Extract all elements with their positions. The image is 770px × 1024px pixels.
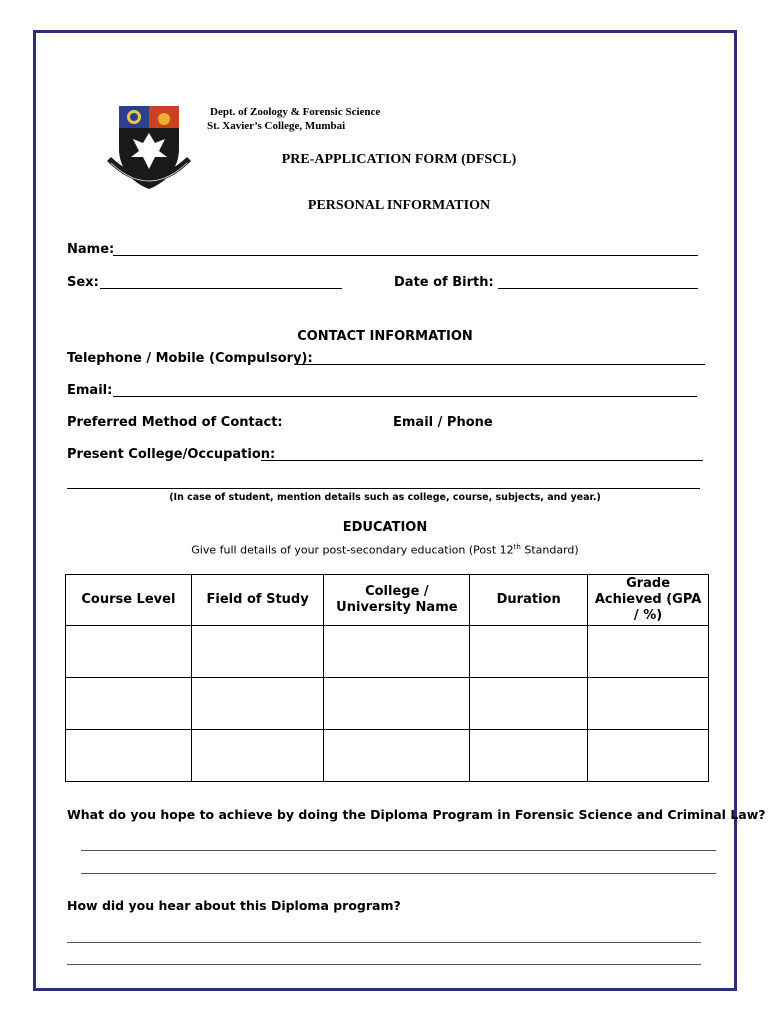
- college-occupation-label: Present College/Occupation:: [67, 447, 276, 462]
- email-field[interactable]: [113, 396, 697, 397]
- heard-answer-line-2[interactable]: [67, 964, 701, 965]
- phone-label: Telephone / Mobile (Compulsory):: [67, 351, 313, 366]
- college-occupation-field[interactable]: [261, 460, 703, 461]
- table-cell[interactable]: [66, 626, 192, 678]
- education-instruction: Give full details of your post-secondary education (Post 12th Standard): [191, 543, 579, 557]
- section-personal-heading: PERSONAL INFORMATION: [307, 198, 491, 213]
- table-cell[interactable]: [191, 678, 324, 730]
- email-label: Email:: [67, 383, 113, 398]
- dept-name: Dept. of Zoology & Forensic Science: [210, 106, 381, 118]
- table-cell[interactable]: [470, 730, 588, 782]
- goal-answer-line-1[interactable]: [81, 850, 716, 851]
- form-title: PRE-APPLICATION FORM (DFSCL): [281, 152, 517, 167]
- college-crest-logo: [103, 103, 195, 195]
- table-cell[interactable]: [470, 678, 588, 730]
- table-cell[interactable]: [66, 730, 192, 782]
- college-occupation-field-2[interactable]: [67, 488, 700, 489]
- table-cell[interactable]: [324, 678, 470, 730]
- sex-field[interactable]: [100, 288, 342, 289]
- preferred-contact-label: Preferred Method of Contact:: [67, 415, 283, 430]
- student-note: (In case of student, mention details such as college, course, subjects, and year.): [169, 492, 601, 503]
- table-row: [66, 678, 709, 730]
- table-cell[interactable]: [66, 678, 192, 730]
- dob-field[interactable]: [498, 288, 698, 289]
- preferred-contact-options[interactable]: Email / Phone: [393, 415, 493, 430]
- name-field[interactable]: [113, 255, 698, 256]
- table-cell[interactable]: [324, 626, 470, 678]
- education-header-row: [66, 575, 709, 626]
- col-duration: Duration: [470, 575, 588, 626]
- question-goal: What do you hope to achieve by doing the Diploma Program in Forensic Science and Criminal Law?: [67, 807, 766, 822]
- col-course-level: Course Level: [66, 575, 192, 626]
- table-row: [66, 730, 709, 782]
- sex-label: Sex:: [67, 275, 99, 290]
- table-row: [66, 626, 709, 678]
- education-heading: EDUCATION: [342, 520, 428, 535]
- heard-answer-line-1[interactable]: [67, 942, 701, 943]
- table-cell[interactable]: [191, 730, 324, 782]
- name-label: Name:: [67, 242, 115, 257]
- goal-answer-line-2[interactable]: [81, 873, 716, 874]
- table-cell[interactable]: [588, 626, 709, 678]
- question-heard-about: How did you hear about this Diploma program?: [67, 898, 401, 913]
- phone-field[interactable]: [297, 364, 705, 365]
- education-table: [65, 574, 709, 782]
- col-college-university-name: College / University Name: [324, 575, 470, 626]
- table-cell[interactable]: [470, 626, 588, 678]
- college-name: St. Xavier’s College, Mumbai: [207, 120, 346, 132]
- dob-label: Date of Birth:: [394, 275, 494, 290]
- col-grade-achieved: Grade Achieved (GPA / %): [588, 575, 709, 626]
- table-cell[interactable]: [191, 626, 324, 678]
- table-cell[interactable]: [324, 730, 470, 782]
- table-cell[interactable]: [588, 730, 709, 782]
- table-cell[interactable]: [588, 678, 709, 730]
- contact-heading: CONTACT INFORMATION: [297, 329, 473, 344]
- col-field-of-study: Field of Study: [191, 575, 324, 626]
